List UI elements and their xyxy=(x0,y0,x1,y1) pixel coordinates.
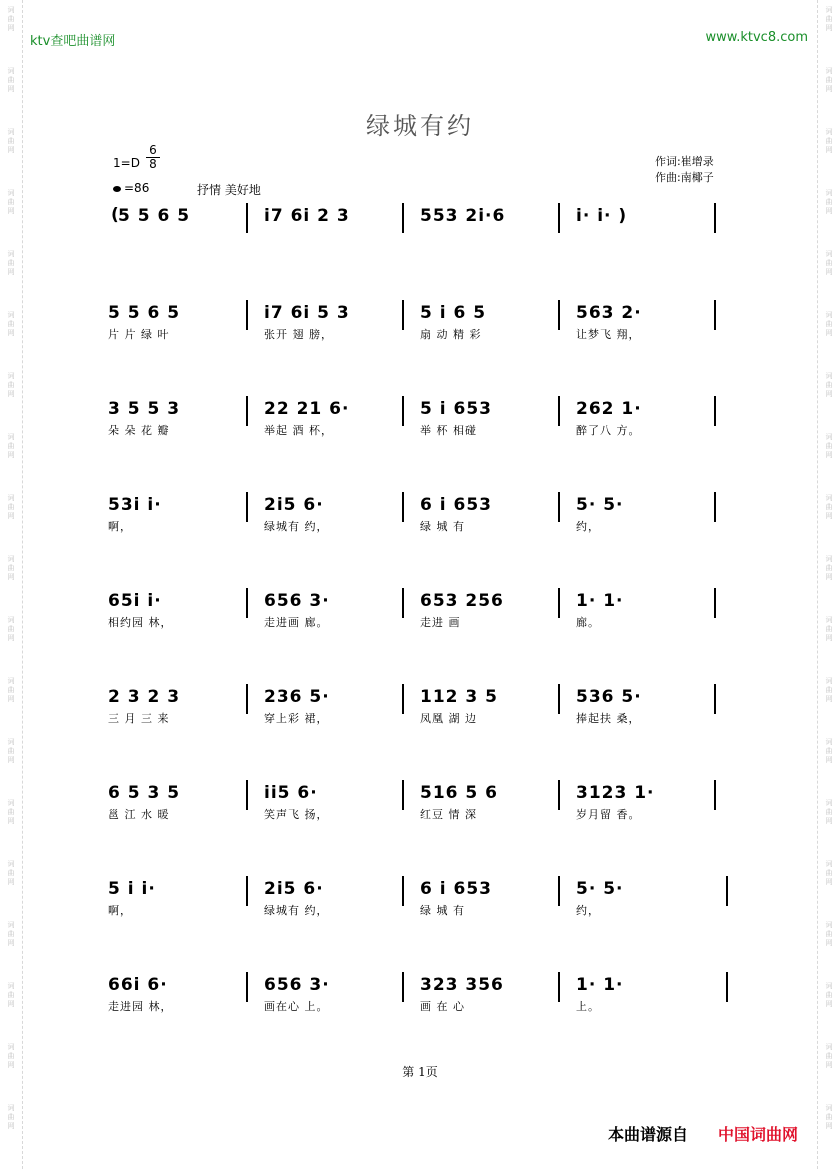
measure-notes: 553 2i·6 xyxy=(420,206,506,226)
measure-lyrics: 廊。 xyxy=(576,616,600,629)
measure-lyrics: 凤凰 湖 边 xyxy=(420,712,477,725)
watermark-glyph: 网 xyxy=(825,390,833,398)
watermark-glyph: 曲 xyxy=(825,564,833,572)
measure-lyrics: 上。 xyxy=(576,1000,600,1013)
watermark-glyph: 网 xyxy=(7,878,15,886)
measure-notes: 516 5 6 xyxy=(420,783,498,803)
watermark-glyph: 网 xyxy=(7,634,15,642)
watermark-stamp xyxy=(818,67,840,94)
watermark-stamp xyxy=(0,860,22,887)
watermark-stamp xyxy=(0,799,22,826)
measure-notes: i7 6i 5 3 xyxy=(264,303,350,323)
watermark-stamp xyxy=(0,738,22,765)
bar-line xyxy=(558,684,560,714)
watermark-glyph: 网 xyxy=(825,146,833,154)
watermark-glyph: 词 xyxy=(7,311,15,319)
watermark-glyph: 词 xyxy=(7,250,15,258)
watermark-glyph: 网 xyxy=(7,817,15,825)
measure-notes: 66i 6· xyxy=(108,975,168,995)
time-sig-bottom: 8 xyxy=(146,157,160,171)
source-site-link[interactable]: 中国词曲网 xyxy=(718,1125,799,1144)
measure-lyrics: 扇 动 精 彩 xyxy=(420,328,482,341)
watermark-glyph: 词 xyxy=(825,860,833,868)
bar-line xyxy=(726,876,728,906)
watermark-glyph: 曲 xyxy=(825,76,833,84)
watermark-glyph: 网 xyxy=(7,390,15,398)
measure-notes: 1· 1· xyxy=(576,591,624,611)
watermark-glyph: 词 xyxy=(7,128,15,136)
bar-line xyxy=(246,300,248,330)
watermark-glyph: 曲 xyxy=(7,564,15,572)
measure-notes: 656 3· xyxy=(264,591,330,611)
watermark-glyph: 词 xyxy=(825,921,833,929)
watermark-glyph: 曲 xyxy=(825,1052,833,1060)
measure-notes: 2i5 6· xyxy=(264,495,324,515)
watermark-stamp xyxy=(818,433,840,460)
site-name-left[interactable]: ktv查吧曲谱网 xyxy=(30,34,116,49)
watermark-glyph: 网 xyxy=(7,24,15,32)
watermark-glyph: 曲 xyxy=(7,869,15,877)
measure-lyrics: 片 片 绿 叶 xyxy=(108,328,170,341)
song-title: 绿城有约 xyxy=(366,112,474,140)
measure-lyrics: 约， xyxy=(576,520,600,533)
watermark-stamp xyxy=(818,189,840,216)
measure-lyrics: 相约园 林， xyxy=(108,616,173,629)
measure-lyrics: 醉了八 方。 xyxy=(576,424,641,437)
measure-lyrics: 啊， xyxy=(108,904,132,917)
watermark-glyph: 曲 xyxy=(825,137,833,145)
watermark-glyph: 曲 xyxy=(7,808,15,816)
measure-notes: 22 21 6· xyxy=(264,399,350,419)
watermark-stamp xyxy=(818,982,840,1009)
watermark-glyph: 词 xyxy=(825,250,833,258)
page-number: 第 1页 xyxy=(402,1065,438,1079)
measure-notes: 5· 5· xyxy=(576,495,624,515)
measure-lyrics: 走进画 廊。 xyxy=(264,616,329,629)
watermark-stamp xyxy=(0,189,22,216)
measure-notes: 323 356 xyxy=(420,975,504,995)
watermark-stamp xyxy=(0,67,22,94)
watermark-stamp xyxy=(818,555,840,582)
watermark-glyph: 曲 xyxy=(825,15,833,23)
watermark-glyph: 网 xyxy=(825,573,833,581)
watermark-stamp xyxy=(818,494,840,521)
measure-notes: 5· 5· xyxy=(576,879,624,899)
watermark-glyph: 词 xyxy=(825,128,833,136)
measure-lyrics: 约， xyxy=(576,904,600,917)
watermark-glyph: 曲 xyxy=(7,930,15,938)
watermark-glyph: 曲 xyxy=(7,259,15,267)
bar-line xyxy=(246,588,248,618)
bar-line xyxy=(246,876,248,906)
watermark-glyph: 词 xyxy=(825,433,833,441)
watermark-glyph: 网 xyxy=(825,1000,833,1008)
bar-line xyxy=(714,684,716,714)
watermark-glyph: 网 xyxy=(7,756,15,764)
watermark-stamp xyxy=(0,250,22,277)
watermark-glyph: 曲 xyxy=(825,503,833,511)
watermark-stamp xyxy=(0,921,22,948)
watermark-glyph: 网 xyxy=(7,268,15,276)
watermark-glyph: 词 xyxy=(7,799,15,807)
time-sig-top: 6 xyxy=(149,143,157,157)
watermark-glyph: 网 xyxy=(825,756,833,764)
measure-lyrics: 举 杯 相碰 xyxy=(420,424,477,437)
watermark-stamp xyxy=(818,616,840,643)
measure-lyrics: 邕 江 水 暖 xyxy=(108,808,170,821)
watermark-glyph: 网 xyxy=(825,1122,833,1130)
measure-notes: 1· 1· xyxy=(576,975,624,995)
watermark-glyph: 曲 xyxy=(7,1113,15,1121)
watermark-glyph: 曲 xyxy=(7,1052,15,1060)
watermark-stamp xyxy=(818,921,840,948)
measure-notes: 6 i 653 xyxy=(420,495,492,515)
watermark-glyph: 曲 xyxy=(825,747,833,755)
measure-notes: 236 5· xyxy=(264,687,330,707)
watermark-stamp xyxy=(818,311,840,338)
measure-notes: 536 5· xyxy=(576,687,642,707)
watermark-glyph: 词 xyxy=(7,921,15,929)
quarter-note-icon xyxy=(113,186,121,192)
measure-lyrics: 朵 朵 花 瓣 xyxy=(108,424,170,437)
watermark-glyph: 网 xyxy=(825,329,833,337)
bar-line xyxy=(558,396,560,426)
watermark-glyph: 词 xyxy=(7,6,15,14)
watermark-glyph: 网 xyxy=(825,207,833,215)
watermark-glyph: 曲 xyxy=(825,259,833,267)
measure-notes: 5 i 653 xyxy=(420,399,492,419)
measure-notes: 2i5 6· xyxy=(264,879,324,899)
measure-lyrics: 张开 翅 膀， xyxy=(264,328,333,341)
watermark-glyph: 词 xyxy=(825,372,833,380)
watermark-glyph: 曲 xyxy=(825,686,833,694)
watermark-stamp xyxy=(818,738,840,765)
watermark-glyph: 曲 xyxy=(825,930,833,938)
watermark-glyph: 曲 xyxy=(7,991,15,999)
bar-line xyxy=(402,300,404,330)
watermark-stamp xyxy=(0,555,22,582)
watermark-glyph: 词 xyxy=(7,433,15,441)
watermark-glyph: 词 xyxy=(825,677,833,685)
right-watermark-strip xyxy=(817,0,840,1169)
bar-line xyxy=(558,588,560,618)
bar-line xyxy=(402,780,404,810)
measure-notes: 653 256 xyxy=(420,591,504,611)
bar-line xyxy=(714,203,716,233)
bar-line xyxy=(558,780,560,810)
bar-line xyxy=(402,492,404,522)
measure-lyrics: 绿城有 约， xyxy=(264,904,329,917)
measure-notes: 3 5 5 3 xyxy=(108,399,181,419)
watermark-glyph: 词 xyxy=(7,1104,15,1112)
watermark-glyph: 曲 xyxy=(7,15,15,23)
watermark-stamp xyxy=(818,250,840,277)
watermark-glyph: 网 xyxy=(825,85,833,93)
bar-line xyxy=(246,684,248,714)
bar-line xyxy=(714,780,716,810)
watermark-glyph: 词 xyxy=(825,738,833,746)
watermark-glyph: 曲 xyxy=(825,808,833,816)
watermark-glyph: 词 xyxy=(825,311,833,319)
bar-line xyxy=(558,972,560,1002)
watermark-glyph: 网 xyxy=(825,878,833,886)
watermark-glyph: 曲 xyxy=(7,747,15,755)
bar-line xyxy=(402,876,404,906)
watermark-glyph: 曲 xyxy=(825,320,833,328)
watermark-stamp xyxy=(818,1104,840,1131)
measure-lyrics: 举起 酒 杯， xyxy=(264,424,333,437)
watermark-glyph: 网 xyxy=(7,451,15,459)
tempo-marking xyxy=(113,181,149,195)
bar-line xyxy=(402,684,404,714)
watermark-glyph: 曲 xyxy=(825,198,833,206)
measure-notes: 5 5 6 5 xyxy=(108,303,181,323)
watermark-glyph: 网 xyxy=(7,939,15,947)
left-watermark-strip xyxy=(0,0,23,1169)
watermark-glyph: 网 xyxy=(825,512,833,520)
watermark-glyph: 曲 xyxy=(7,137,15,145)
bar-line xyxy=(246,972,248,1002)
bar-line xyxy=(558,492,560,522)
watermark-glyph: 曲 xyxy=(7,381,15,389)
watermark-glyph: 词 xyxy=(7,494,15,502)
bar-line xyxy=(558,300,560,330)
watermark-glyph: 词 xyxy=(7,982,15,990)
measure-lyrics: 让梦飞 翔， xyxy=(576,328,641,341)
watermark-glyph: 网 xyxy=(825,939,833,947)
measure-lyrics: 走进园 林， xyxy=(108,1000,173,1013)
watermark-stamp xyxy=(0,494,22,521)
watermark-glyph: 网 xyxy=(7,207,15,215)
watermark-stamp xyxy=(818,799,840,826)
watermark-glyph: 词 xyxy=(825,982,833,990)
watermark-glyph: 网 xyxy=(7,1000,15,1008)
measure-lyrics: 笑声飞 扬， xyxy=(264,808,329,821)
measure-lyrics: 红豆 情 深 xyxy=(420,808,477,821)
watermark-glyph: 网 xyxy=(825,1061,833,1069)
measure-lyrics: 啊， xyxy=(108,520,132,533)
watermark-glyph: 曲 xyxy=(7,625,15,633)
watermark-glyph: 曲 xyxy=(7,320,15,328)
watermark-glyph: 词 xyxy=(825,6,833,14)
watermark-glyph: 网 xyxy=(825,268,833,276)
intro-bracket: ( xyxy=(111,205,119,225)
watermark-glyph: 词 xyxy=(825,555,833,563)
bar-line xyxy=(714,492,716,522)
lyricist-credit: 作词:崔增录 xyxy=(655,155,714,168)
bar-line xyxy=(246,396,248,426)
tempo-value: =86 xyxy=(124,181,150,195)
watermark-stamp xyxy=(0,6,22,33)
watermark-glyph: 网 xyxy=(7,1061,15,1069)
bar-line xyxy=(726,972,728,1002)
watermark-glyph: 词 xyxy=(825,189,833,197)
watermark-glyph: 网 xyxy=(7,1122,15,1130)
bar-line xyxy=(402,972,404,1002)
watermark-glyph: 网 xyxy=(7,512,15,520)
watermark-glyph: 词 xyxy=(7,1043,15,1051)
watermark-glyph: 曲 xyxy=(825,1113,833,1121)
watermark-stamp xyxy=(0,677,22,704)
watermark-stamp xyxy=(0,982,22,1009)
watermark-glyph: 词 xyxy=(825,1043,833,1051)
measure-notes: i7 6i 2 3 xyxy=(264,206,350,226)
bar-line xyxy=(714,396,716,426)
watermark-glyph: 曲 xyxy=(7,76,15,84)
watermark-glyph: 网 xyxy=(7,695,15,703)
watermark-glyph: 曲 xyxy=(825,625,833,633)
measure-notes: 5 i i· xyxy=(108,879,156,899)
bar-line xyxy=(402,396,404,426)
measure-lyrics: 绿 城 有 xyxy=(420,904,465,917)
measure-notes: i· i· ) xyxy=(576,206,628,226)
watermark-glyph: 词 xyxy=(7,738,15,746)
measure-notes: 5 i 6 5 xyxy=(420,303,487,323)
watermark-glyph: 网 xyxy=(825,634,833,642)
measure-lyrics: 画 在 心 xyxy=(420,1000,465,1013)
watermark-glyph: 词 xyxy=(825,494,833,502)
measure-lyrics: 捧起扶 桑， xyxy=(576,712,641,725)
measure-lyrics: 三 月 三 来 xyxy=(108,712,170,725)
measure-notes: 6 i 653 xyxy=(420,879,492,899)
measure-notes: 6 5 3 5 xyxy=(108,783,181,803)
watermark-glyph: 词 xyxy=(825,616,833,624)
measure-notes: ii5 6· xyxy=(264,783,318,803)
key-signature: 1=D xyxy=(113,156,140,170)
watermark-stamp xyxy=(0,1104,22,1131)
watermark-glyph: 曲 xyxy=(825,442,833,450)
watermark-glyph: 词 xyxy=(825,67,833,75)
mood-marking: 抒情 美好地 xyxy=(197,183,261,197)
watermark-glyph: 曲 xyxy=(7,198,15,206)
measure-notes: 3123 1· xyxy=(576,783,655,803)
watermark-glyph: 网 xyxy=(7,146,15,154)
watermark-glyph: 网 xyxy=(7,573,15,581)
watermark-glyph: 曲 xyxy=(825,381,833,389)
watermark-stamp xyxy=(818,6,840,33)
watermark-glyph: 词 xyxy=(7,616,15,624)
bar-line xyxy=(714,588,716,618)
bar-line xyxy=(558,203,560,233)
measure-notes: 53i i· xyxy=(108,495,162,515)
composer-credit: 作曲:南椰子 xyxy=(655,171,714,184)
bar-line xyxy=(246,492,248,522)
watermark-stamp xyxy=(818,677,840,704)
measure-notes: 112 3 5 xyxy=(420,687,498,707)
watermark-glyph: 曲 xyxy=(7,442,15,450)
watermark-glyph: 曲 xyxy=(825,991,833,999)
bar-line xyxy=(402,203,404,233)
measure-notes: 5 5 6 5 xyxy=(118,206,191,226)
watermark-glyph: 词 xyxy=(825,799,833,807)
watermark-glyph: 网 xyxy=(825,451,833,459)
measure-notes: 262 1· xyxy=(576,399,642,419)
measure-notes: 656 3· xyxy=(264,975,330,995)
watermark-glyph: 网 xyxy=(825,695,833,703)
measure-lyrics: 绿城有 约， xyxy=(264,520,329,533)
watermark-glyph: 词 xyxy=(7,189,15,197)
measure-notes: 65i i· xyxy=(108,591,162,611)
watermark-stamp xyxy=(0,311,22,338)
source-label: 本曲谱源自 xyxy=(608,1125,689,1144)
watermark-glyph: 词 xyxy=(7,555,15,563)
measure-lyrics: 穿上彩 裙， xyxy=(264,712,329,725)
bar-line xyxy=(558,876,560,906)
bar-line xyxy=(402,588,404,618)
watermark-stamp xyxy=(0,433,22,460)
measure-lyrics: 岁月留 香。 xyxy=(576,808,641,821)
time-signature xyxy=(146,144,160,171)
watermark-glyph: 曲 xyxy=(825,869,833,877)
watermark-glyph: 曲 xyxy=(7,503,15,511)
watermark-glyph: 网 xyxy=(825,817,833,825)
watermark-glyph: 词 xyxy=(7,677,15,685)
watermark-glyph: 网 xyxy=(825,24,833,32)
bar-line xyxy=(246,780,248,810)
measure-notes: 2 3 2 3 xyxy=(108,687,181,707)
watermark-glyph: 曲 xyxy=(7,686,15,694)
site-url-right[interactable]: www.ktvc8.com xyxy=(705,30,808,45)
watermark-stamp xyxy=(0,372,22,399)
watermark-stamp xyxy=(818,860,840,887)
bar-line xyxy=(246,203,248,233)
watermark-glyph: 词 xyxy=(825,1104,833,1112)
measure-lyrics: 走进 画 xyxy=(420,616,461,629)
measure-lyrics: 画在心 上。 xyxy=(264,1000,329,1013)
watermark-glyph: 网 xyxy=(7,85,15,93)
watermark-glyph: 词 xyxy=(7,67,15,75)
bar-line xyxy=(714,300,716,330)
watermark-glyph: 词 xyxy=(7,860,15,868)
watermark-glyph: 词 xyxy=(7,372,15,380)
watermark-stamp xyxy=(0,616,22,643)
watermark-stamp xyxy=(818,372,840,399)
watermark-glyph: 网 xyxy=(7,329,15,337)
measure-lyrics: 绿 城 有 xyxy=(420,520,465,533)
measure-notes: 563 2· xyxy=(576,303,642,323)
